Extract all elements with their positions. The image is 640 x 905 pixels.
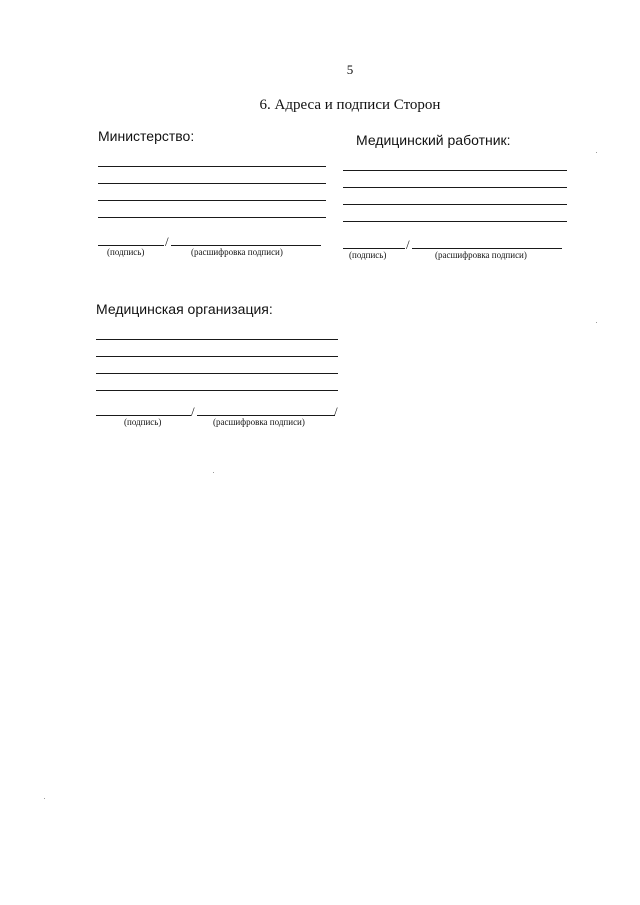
scan-speck — [596, 322, 597, 323]
address-line[interactable] — [96, 373, 338, 374]
scan-speck — [44, 798, 45, 799]
section-title: 6. Адреса и подписи Сторон — [259, 97, 441, 113]
ministry-block — [98, 128, 326, 260]
signature-caption: (подпись) — [349, 250, 387, 260]
scan-speck — [596, 152, 597, 153]
organization-block — [96, 301, 340, 430]
address-line[interactable] — [98, 217, 326, 218]
ministry-title: Министерство: — [98, 128, 195, 144]
signature-decode-caption: (расшифровка подписи) — [191, 247, 283, 257]
signature-caption: (подпись) — [124, 417, 162, 427]
page-number: 5 — [346, 62, 354, 77]
address-line[interactable] — [96, 339, 338, 340]
address-line[interactable] — [96, 390, 338, 391]
address-line[interactable] — [98, 166, 326, 167]
worker-block — [343, 132, 569, 263]
signature-separator: / — [406, 237, 410, 252]
signature-decode-caption: (расшифровка подписи) — [435, 250, 527, 260]
signature-row — [96, 402, 340, 419]
address-line[interactable] — [98, 200, 326, 201]
address-line[interactable] — [343, 187, 567, 188]
signature-row — [98, 232, 326, 249]
address-line[interactable] — [343, 221, 567, 222]
address-line[interactable] — [343, 204, 567, 205]
address-line[interactable] — [96, 356, 338, 357]
signature-closing-separator: / — [334, 404, 338, 419]
address-line[interactable] — [343, 170, 567, 171]
signature-separator: / — [165, 234, 169, 249]
worker-title: Медицинский работник: — [356, 132, 511, 148]
signature-caption: (подпись) — [107, 247, 145, 257]
address-line[interactable] — [98, 183, 326, 184]
signature-row — [343, 235, 567, 252]
signature-separator: / — [191, 404, 195, 419]
scan-speck — [213, 472, 214, 473]
signature-decode-caption: (расшифровка подписи) — [213, 417, 305, 427]
organization-title: Медицинская организация: — [96, 301, 273, 317]
